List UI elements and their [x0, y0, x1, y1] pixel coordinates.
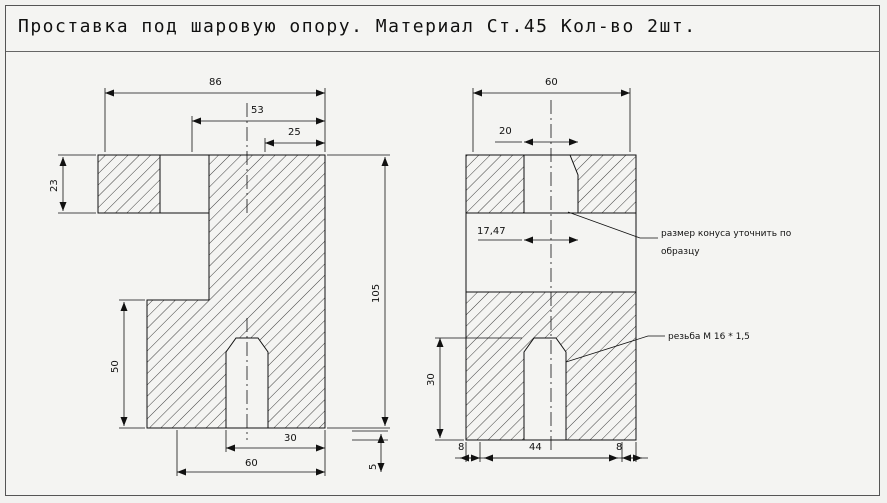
dim-30: 30 — [284, 433, 297, 444]
dim-53: 53 — [251, 105, 264, 116]
dim-30-front: 30 — [426, 373, 437, 386]
page-title: Проставка под шаровую опору. Материал Ст.45 Кол-во 2шт. — [18, 16, 697, 37]
cone-note-line1: размер конуса уточнить по — [661, 229, 792, 239]
dim-8-right: 8 — [616, 442, 623, 453]
dim-86: 86 — [209, 77, 222, 88]
dim-1747: 17,47 — [477, 226, 506, 237]
dim-60-front: 60 — [545, 77, 558, 88]
thread-note: резьба М 16 * 1,5 — [668, 332, 750, 342]
dim-8-left: 8 — [458, 442, 465, 453]
dim-50: 50 — [110, 360, 121, 373]
dim-105: 105 — [371, 283, 382, 303]
dim-25: 25 — [288, 127, 301, 138]
front-view-geometry — [466, 100, 636, 452]
dim-60: 60 — [245, 458, 258, 469]
cone-note-line2: образцу — [661, 247, 700, 257]
dim-5: 5 — [368, 463, 379, 470]
dim-44: 44 — [529, 442, 542, 453]
dim-20: 20 — [499, 126, 512, 137]
side-view-geometry — [98, 103, 325, 440]
dim-23: 23 — [49, 179, 60, 192]
